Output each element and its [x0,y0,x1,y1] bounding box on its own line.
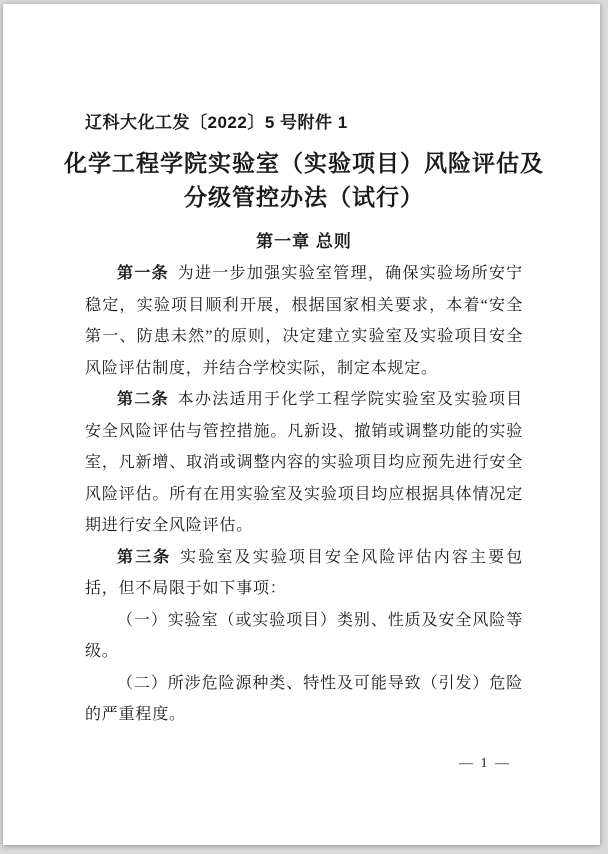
list-item-1-text: （一）实验室（或实验项目）类别、性质及安全风险等级。 [85,611,523,660]
article-2-text: 本办法适用于化学工程学院实验室及实验项目安全风险评估与管控措施。凡新设、撤销或调整功能的实验室，凡新增、取消或调整内容的实验项目均应预先进行安全风险评估。所有在用实验室及实验项目均应根据具体情况定期进行安全风险评估。 [85,391,523,534]
document-title-line-2: 分级管控办法（试行） [184,185,424,210]
paragraph-article-1 [85,258,523,384]
list-item-2-text: （二）所涉危险源种类、特性及可能导致（引发）危险的严重程度。 [85,674,523,723]
document-title-line-1: 化学工程学院实验室（实验项目）风险评估及 [64,151,544,176]
article-3-label: 第三条 [117,548,172,566]
document-page [3,4,600,845]
list-item-2 [85,668,523,731]
list-item-1 [85,605,523,668]
page-content [3,4,600,731]
paragraph-article-2 [85,384,523,542]
document-body [85,258,523,731]
doc-number: 辽科大化工发〔2022〕5 号附件 1 [85,113,348,132]
document-title [43,147,565,215]
article-3-text: 实验室及实验项目安全风险评估内容主要包括，但不局限于如下事项： [85,548,523,597]
article-1-label: 第一条 [117,265,169,282]
article-1-text: 为进一步加强实验室管理，确保实验场所安宁稳定，实验项目顺利开展，根据国家相关要求，本着“安全第一、防患未然”的原则，决定建立实验室及实验项目安全风险评估制度，并结合学校实际，制定本规定。 [85,265,523,377]
page-number: — 1 — [459,756,511,771]
chapter-heading: 第一章 总则 [256,232,352,251]
paragraph-article-3 [85,542,523,605]
article-2-label: 第二条 [117,391,169,408]
